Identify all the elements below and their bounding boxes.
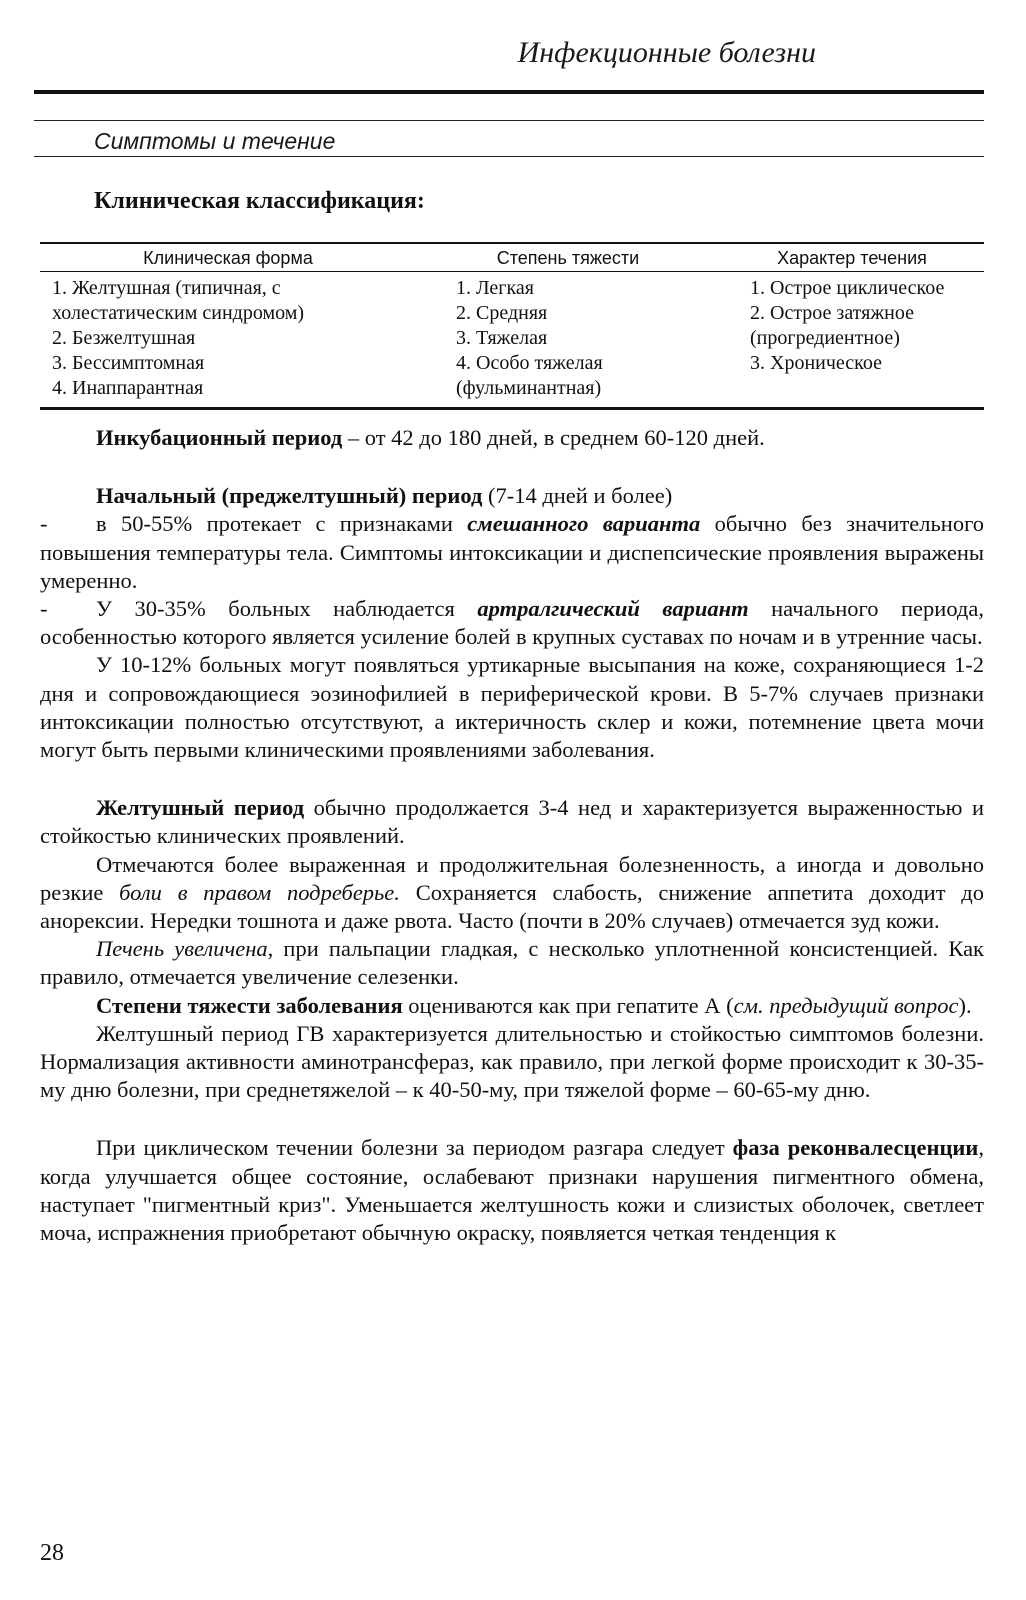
incubation-paragraph — [40, 424, 984, 452]
emphasis-text: смешанного варианта — [467, 511, 701, 537]
item-text: в 50-55% протекает с признаками — [96, 511, 468, 537]
list-item: 2. Острое затяжное — [750, 302, 915, 324]
convalescence-paragraph — [40, 1134, 984, 1247]
running-head: Инфекционные болезни — [517, 36, 816, 69]
incubation-label: Инкубационный период — [96, 425, 343, 450]
column-header: Степень тяжести — [416, 243, 720, 272]
list-item: 1. Острое циклическое — [750, 277, 945, 299]
body-text — [40, 424, 984, 1247]
list-item: 1. Легкая — [456, 277, 534, 299]
classification-table — [40, 242, 984, 410]
list-item: 4. Особо тяжелая — [456, 352, 603, 374]
column-header: Характер течения — [720, 243, 984, 272]
list-item: 1. Желтушная (типичная, с — [52, 277, 281, 299]
classification-heading: Клиническая классификация: — [94, 188, 425, 214]
list-item: 3. Хроническое — [750, 352, 882, 374]
list-item — [40, 510, 984, 595]
pain-paragraph — [40, 851, 984, 936]
paragraph-text: Отмечаются более выраженная и продолжительная болезненность, а иногда и довольно резкие — [40, 851, 984, 905]
convalescence-label: фаза реконвалесценции — [732, 1135, 979, 1161]
list-item: холестатическим синдромом) — [52, 302, 305, 324]
section-title: Симптомы и течение — [94, 128, 336, 154]
column-header: Клиническая форма — [40, 243, 416, 272]
paragraph-text: обычно продолжается 3-4 нед и характеризуется выраженностью и стойкостью клинических проявлений. — [40, 795, 984, 849]
list-item: (фульминантная) — [456, 377, 602, 399]
emphasis-text: Печень увеличена, — [96, 936, 274, 962]
liver-paragraph — [40, 935, 984, 991]
initial-period-label: Начальный (преджелтушный) период — [96, 483, 483, 509]
icteric-paragraph — [40, 794, 984, 850]
paragraph-text: Сохраняется слабость, снижение аппетита доходит до анорексии. Нередки тошнота и даже рвота. Часто (почти в 20% случаев) отмечается зуд кожи. — [40, 879, 985, 934]
table-header-row — [40, 243, 984, 272]
paragraph-text: при пальпации гладкая, с несколько уплотненной консистенцией. Как правило, отмечается увеличение селезенки. — [40, 936, 984, 990]
list-item: 2. Средняя — [456, 302, 548, 324]
incubation-text: – от 42 до 180 дней, в среднем 60-120 дней. — [342, 425, 765, 450]
paragraph-text: ). — [958, 992, 972, 1018]
list-item — [40, 595, 984, 651]
item-text: начального периода, особенностью которого является усиление болей в крупных суставах по ночам и в утренние часы. — [40, 596, 984, 650]
severity-cell — [416, 272, 720, 409]
initial-period-heading — [40, 482, 984, 510]
page-number: 28 — [40, 1540, 64, 1566]
item-text: обычно без значительного повышения температуры тела. Симптомы интоксикации и диспепсические проявления выражены умеренно. — [40, 511, 984, 593]
list-item: 3. Бессимптомная — [52, 352, 205, 374]
list-item: 4. Инаппарантная — [52, 377, 204, 399]
icteric-label: Желтушный период — [96, 795, 305, 821]
dash-marker: - — [40, 596, 48, 622]
list-item: 2. Безжелтушная — [52, 327, 196, 349]
duration-paragraph: Желтушный период ГВ характеризуется длительностью и стойкостью симптомов болезни. Нормализация активности аминотрансфераз, как правило, при легкой форме происходит к 30-35-му дню болезни, при среднетяжелой – к 40-50-му, при тяжелой форме – 60-65-му дню. — [40, 1020, 984, 1103]
section-rule-top — [34, 120, 984, 121]
course-cell — [720, 272, 984, 409]
initial-period-duration: (7-14 дней и более) — [482, 483, 673, 509]
emphasis-text: боли в правом подреберье. — [119, 879, 400, 905]
paragraph-text: , когда улучшается общее состояние, ослабевают признаки нарушения пигментного обмена, наступает "пигментный криз". Уменьшается желтушность кожи и слизистых оболочек, светлеет моча, испражнения приобретают обычную окраску, появляется четкая тенденция к — [40, 1135, 984, 1246]
table-row — [40, 272, 984, 409]
cross-reference: см. предыдущий вопрос — [733, 992, 959, 1018]
list-item: 3. Тяжелая — [456, 327, 548, 349]
paragraph-text: оцениваются как при гепатите А ( — [402, 992, 734, 1018]
paragraph-text: При циклическом течении болезни за периодом разгара следует — [96, 1135, 733, 1161]
item-text: У 30-35% больных наблюдается — [96, 596, 478, 622]
severity-paragraph — [40, 992, 984, 1020]
severity-label: Степени тяжести заболевания — [96, 992, 403, 1018]
header-rule — [34, 90, 984, 94]
section-rule-bottom — [34, 156, 984, 157]
initial-period-paragraph: У 10-12% больных могут появляться уртикарные высыпания на коже, сохраняющиеся 1-2 дня и сопровождающиеся эозинофилией в периферической крови. В 5-7% случаев признаки интоксикации полностью отсутствуют, а иктеричность склер и кожи, потемнение цвета мочи могут быть первыми клиническими проявлениями заболевания. — [40, 652, 984, 763]
list-item: (прогредиентное) — [750, 327, 900, 349]
clinical-form-cell — [40, 272, 416, 409]
emphasis-text: артралгический вариант — [477, 596, 749, 622]
dash-marker: - — [40, 511, 48, 537]
